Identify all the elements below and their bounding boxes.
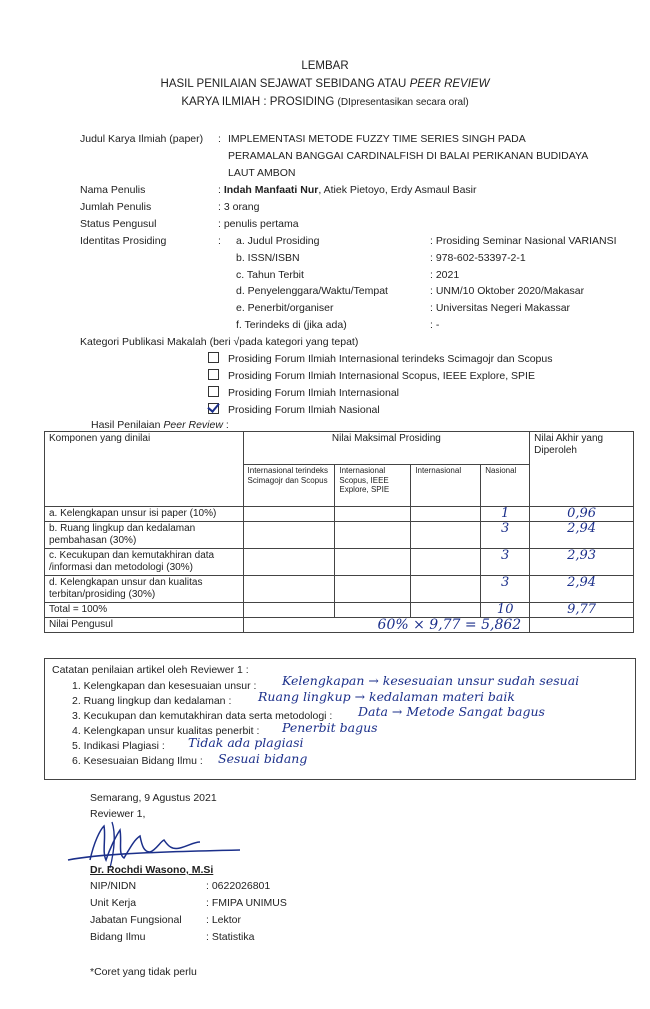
table-row-total: [45, 603, 634, 618]
nama-label: Nama Penulis: [80, 184, 146, 196]
col-nilai-akhir: Nilai Akhir yang Diperoleh: [530, 432, 634, 507]
subcol: Internasional: [411, 465, 481, 507]
header-subtitle-note: (DIpresentasikan secara oral): [337, 97, 469, 108]
catatan-item-label: 3. Kecukupan dan kemutakhiran data serta metodologi :: [72, 710, 333, 722]
sig-field-value: : Lektor: [206, 914, 242, 926]
hasil-label-italic: Peer Review: [163, 419, 223, 431]
row-nasional: 3: [481, 576, 530, 603]
sig-field-label: NIP/NIDN: [90, 880, 137, 892]
sig-field-value: : 0622026801: [206, 880, 271, 892]
nama-first-author: Indah Manfaati Nur: [223, 184, 319, 196]
identitas-item-label: f. Terindeks di (jika ada): [236, 319, 347, 331]
sig-field-label: Bidang Ilmu: [90, 931, 146, 943]
kategori-option[interactable]: [208, 403, 380, 416]
header-subtitle: [0, 96, 650, 108]
jumlah-label: Jumlah Penulis: [80, 201, 152, 213]
cell-empty: [411, 603, 481, 618]
judul-colon: :: [218, 133, 221, 145]
sig-field-value: : Statistika: [206, 931, 255, 943]
jumlah-value: : 3 orang: [218, 201, 260, 213]
hasil-table: [44, 431, 634, 633]
row-nasional: 3: [481, 522, 530, 549]
reviewer-label: Reviewer 1,: [90, 808, 146, 820]
kategori-option[interactable]: [208, 369, 535, 382]
row-akhir: 2,94: [530, 576, 634, 603]
table-row: [45, 549, 634, 576]
status-label: Status Pengusul: [80, 218, 157, 230]
nama-other-authors: , Atiek Pietoyo, Erdy Asmaul Basir: [318, 184, 477, 196]
checkbox-icon[interactable]: [208, 386, 219, 397]
row-label: b. Ruang lingkup dan kedalaman pembahasan (30%): [45, 522, 244, 549]
row-akhir: 2,93: [530, 549, 634, 576]
hasil-label: [91, 419, 229, 431]
checkbox-checked-icon[interactable]: [208, 403, 219, 414]
total-label: Total = 100%: [45, 603, 244, 618]
cell-empty: [335, 603, 411, 618]
col-komponen: Komponen yang dinilai: [45, 432, 244, 507]
identitas-colon: :: [218, 235, 221, 247]
identitas-item-label: e. Penerbit/organiser: [236, 302, 334, 314]
identitas-item-label: c. Tahun Terbit: [236, 269, 304, 281]
row-akhir: 0,96: [530, 507, 634, 522]
row-nasional: 1: [481, 507, 530, 522]
judul-line-1: IMPLEMENTASI METODE FUZZY TIME SERIES SINGH PADA: [228, 133, 526, 145]
checkbox-icon[interactable]: [208, 369, 219, 380]
col-nilai-max: Nilai Maksimal Prosiding: [243, 432, 530, 465]
header-title: [0, 78, 650, 90]
row-label: d. Kelengkapan unsur dan kualitas terbitan/prosiding (30%): [45, 576, 244, 603]
cell-empty: [411, 507, 481, 522]
identitas-label: Identitas Prosiding: [80, 235, 167, 247]
kategori-option-text: Prosiding Forum Ilmiah Internasional terindeks Scimagojr dan Scopus: [228, 353, 553, 365]
identitas-item-value: : 978-602-53397-2-1: [430, 252, 526, 264]
kategori-option-text: Prosiding Forum Ilmiah Internasional: [228, 387, 399, 399]
pengusul-label: Nilai Pengusul: [45, 618, 244, 633]
cell-empty: [335, 576, 411, 603]
judul-label: Judul Karya Ilmiah (paper): [80, 133, 204, 145]
total-nasional: 10: [481, 603, 530, 618]
catatan-item-handwriting: Tidak ada plagiasi: [188, 735, 304, 750]
table-row: [45, 576, 634, 603]
kategori-option-text: Prosiding Forum Ilmiah Internasional Scopus, IEEE Explore, SPIE: [228, 370, 535, 382]
hasil-label-colon: :: [225, 419, 229, 431]
table-row: [45, 507, 634, 522]
cell-empty: [243, 603, 335, 618]
header-lembar: LEMBAR: [301, 60, 349, 72]
identitas-item-label: a. Judul Prosiding: [236, 235, 320, 247]
cell-empty: [411, 549, 481, 576]
place-date: Semarang, 9 Agustus 2021: [90, 792, 217, 804]
pengusul-value: 60% × 9,77 = 5,862: [243, 618, 530, 633]
hasil-label-text: Hasil Penilaian: [91, 419, 161, 431]
cell-empty: [411, 576, 481, 603]
table-row-pengusul: [45, 618, 634, 633]
jumlah-text: 3 orang: [223, 201, 260, 213]
cell-empty: [243, 549, 335, 576]
row-label: a. Kelengkapan unsur isi paper (10%): [45, 507, 244, 522]
status-value: : penulis pertama: [218, 218, 299, 230]
cell-empty: [530, 618, 634, 633]
identitas-item-value: : Universitas Negeri Makassar: [430, 302, 571, 314]
identitas-item-value: : UNM/10 Oktober 2020/Makasar: [430, 285, 585, 297]
identitas-item-value: : -: [430, 319, 440, 331]
sig-field-label: Jabatan Fungsional: [90, 914, 182, 926]
identitas-item-label: b. ISSN/ISBN: [236, 252, 300, 264]
sig-field-label: Unit Kerja: [90, 897, 137, 909]
catatan-item-label: 1. Kelengkapan dan kesesuaian unsur :: [72, 680, 257, 692]
table-row: [45, 522, 634, 549]
kategori-option[interactable]: [208, 386, 399, 399]
catatan-item-handwriting: Data → Metode Sangat bagus: [358, 704, 545, 719]
total-akhir: 9,77: [530, 603, 634, 618]
identitas-item-label: d. Penyelenggara/Waktu/Tempat: [236, 285, 388, 297]
identitas-item-value: : Prosiding Seminar Nasional VARIANSI: [430, 235, 617, 247]
catatan-item-label: 2. Ruang lingkup dan kedalaman :: [72, 695, 232, 707]
status-text: penulis pertama: [223, 218, 299, 230]
judul-line-2: PERAMALAN BANGGAI CARDINALFISH DI BALAI PERIKANAN BUDIDAYA: [228, 150, 589, 162]
header-subtitle-text: KARYA ILMIAH : PROSIDING: [181, 96, 335, 108]
catatan-item-handwriting: Penerbit bagus: [282, 720, 378, 735]
cell-empty: [335, 549, 411, 576]
row-nasional: 3: [481, 549, 530, 576]
footnote: *Coret yang tidak perlu: [90, 966, 197, 978]
kategori-option-text: Prosiding Forum Ilmiah Nasional: [228, 404, 380, 416]
header-title-text: HASIL PENILAIAN SEJAWAT SEBIDANG ATAU: [160, 78, 407, 90]
cell-empty: [411, 522, 481, 549]
kategori-label: Kategori Publikasi Makalah (beri √pada kategori yang tepat): [80, 336, 359, 348]
judul-line-3: LAUT AMBON: [228, 167, 296, 179]
cell-empty: [243, 576, 335, 603]
sig-field-value: : FMIPA UNIMUS: [206, 897, 287, 909]
kategori-option[interactable]: [208, 352, 553, 365]
catatan-item-label: 5. Indikasi Plagiasi :: [72, 740, 165, 752]
header-title-italic: PEER REVIEW: [409, 78, 490, 90]
cell-empty: [243, 507, 335, 522]
signature-scribble-icon: [60, 812, 250, 872]
subcol: Nasional: [481, 465, 530, 507]
cell-empty: [243, 522, 335, 549]
cell-empty: [335, 507, 411, 522]
identitas-item-value: : 2021: [430, 269, 460, 281]
subcol: Internasional terindeks Scimagojr dan Scopus: [243, 465, 335, 507]
subcol: Internasional Scopus, IEEE Explore, SPIE: [335, 465, 411, 507]
checkbox-icon[interactable]: [208, 352, 219, 363]
catatan-item-label: 4. Kelengkapan unsur kualitas penerbit :: [72, 725, 260, 737]
nama-value: : Indah Manfaati Nur, Atiek Pietoyo, Erdy Asmaul Basir: [218, 184, 477, 196]
row-label: c. Kecukupan dan kemutakhiran data /informasi dan metodologi (30%): [45, 549, 244, 576]
catatan-item-handwriting: Kelengkapan → kesesuaian unsur sudah sesuai: [282, 673, 580, 688]
row-akhir: 2,94: [530, 522, 634, 549]
catatan-item-handwriting: Ruang lingkup → kedalaman materi baik: [258, 689, 515, 704]
catatan-title: Catatan penilaian artikel oleh Reviewer 1 :: [52, 664, 249, 676]
catatan-item-handwriting: Sesuai bidang: [218, 751, 308, 766]
catatan-item-label: 6. Kesesuaian Bidang Ilmu :: [72, 755, 203, 767]
cell-empty: [335, 522, 411, 549]
reviewer-name: Dr. Rochdi Wasono, M.Si: [90, 864, 214, 876]
